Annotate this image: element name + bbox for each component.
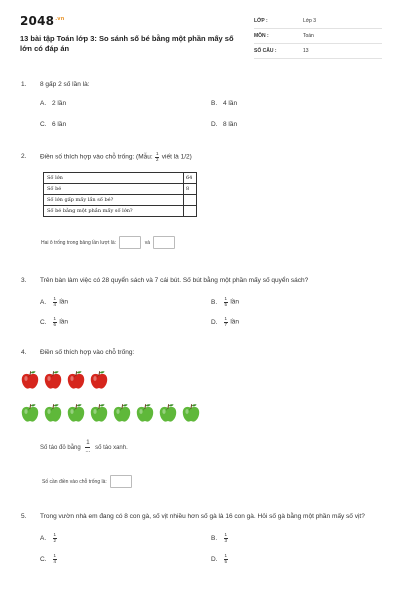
option-letter: A. — [40, 100, 47, 107]
green-apples-row — [20, 403, 201, 423]
option-c[interactable] — [40, 554, 58, 564]
option-b[interactable] — [211, 100, 237, 107]
meta-row-grade — [254, 14, 382, 29]
fraction-numerator: 1 — [224, 553, 228, 558]
green-apple-icon — [20, 403, 40, 423]
option-unit: lần — [59, 298, 69, 306]
answer-input-1[interactable] — [119, 236, 141, 249]
option-c[interactable] — [40, 317, 68, 327]
options — [20, 297, 382, 337]
red-apple-icon — [66, 370, 86, 390]
fraction-numerator: 1 — [155, 151, 159, 156]
option-fraction — [224, 297, 228, 307]
meta-value: Lớp 3 — [303, 18, 317, 24]
table-row — [44, 195, 197, 206]
question-5 — [20, 512, 382, 573]
option-b[interactable] — [211, 533, 229, 543]
table-row — [44, 184, 197, 195]
fraction-denominator: 5 — [224, 558, 228, 564]
answer-input-2[interactable] — [153, 236, 175, 249]
fill-in-prompt: Số cần điền vào chỗ trống là: — [42, 478, 107, 485]
question-text — [20, 276, 382, 285]
ratio-statement — [40, 440, 128, 455]
question-1 — [20, 80, 382, 140]
option-fraction — [224, 533, 228, 543]
question-number: 3. — [21, 277, 27, 284]
option-text: 2 lần — [52, 100, 67, 107]
question-number: 2. — [21, 153, 27, 160]
option-fraction — [224, 554, 228, 564]
option-unit: lần — [230, 298, 240, 306]
question-prompt: Điền số thích hợp vào chỗ trống: (Mẫu: — [40, 153, 153, 161]
option-letter: A. — [40, 534, 47, 542]
table-cell-value: 64 — [184, 173, 197, 184]
option-fraction — [224, 317, 228, 327]
red-apple-icon — [89, 370, 109, 390]
statement-fraction — [85, 440, 90, 455]
fraction-denominator: 3 — [224, 537, 228, 543]
meta-row-subject — [254, 29, 382, 44]
option-c[interactable] — [40, 121, 66, 128]
option-unit: lần — [59, 318, 69, 326]
logo-main: 2048 — [20, 14, 55, 28]
option-letter: C. — [40, 121, 47, 128]
options — [20, 533, 382, 573]
fraction-numerator: 1 — [224, 532, 228, 537]
fill-in-line — [42, 475, 134, 488]
fraction-numerator: 1 — [224, 316, 228, 321]
meta-value: 13 — [303, 48, 309, 54]
option-fraction — [53, 317, 57, 327]
option-a[interactable] — [40, 100, 66, 107]
question-prompt: Điền số thích hợp vào chỗ trống: — [40, 349, 135, 356]
meta-label: SỐ CÂU : — [254, 48, 277, 54]
option-text: 6 lần — [52, 121, 67, 128]
option-letter: D. — [211, 555, 218, 563]
green-apple-icon — [181, 403, 201, 423]
page-header — [20, 14, 382, 66]
fraction-numerator: 1 — [53, 532, 57, 537]
question-2 — [20, 152, 382, 252]
fill-in-and: và — [144, 239, 151, 246]
meta-panel — [254, 14, 382, 59]
document-title: 13 bài tập Toán lớp 3: So sánh số bé bằng một phần mấy số lớn có đáp án — [20, 34, 234, 53]
option-unit: lần — [230, 318, 240, 326]
meta-label: LỚP : — [254, 18, 268, 24]
question-text — [20, 512, 382, 521]
option-letter: B. — [211, 298, 218, 306]
green-apple-icon — [89, 403, 109, 423]
table-row — [44, 173, 197, 184]
option-letter: C. — [40, 318, 47, 326]
green-apple-icon — [135, 403, 155, 423]
table-cell-label: Số lớn gấp mấy lần số bé? — [44, 195, 184, 206]
question-3 — [20, 276, 382, 337]
option-letter: D. — [211, 121, 218, 128]
fraction-numerator: 1 — [86, 440, 90, 446]
options — [20, 100, 382, 140]
table-cell-value: 8 — [184, 184, 197, 195]
table-row — [44, 206, 197, 217]
answer-input[interactable] — [110, 475, 132, 488]
comparison-table — [43, 172, 197, 217]
option-text: 4 lần — [223, 100, 238, 107]
logo-suffix: .vn — [55, 16, 65, 22]
option-b[interactable] — [211, 297, 239, 307]
fraction-denominator: 5 — [224, 301, 228, 307]
green-apple-icon — [112, 403, 132, 423]
option-a[interactable] — [40, 533, 58, 543]
fraction-numerator: 1 — [224, 296, 228, 301]
question-text — [20, 348, 382, 357]
question-prompt: Trên bàn làm việc có 28 quyển sách và 7 cái bút. Số bút bằng một phần mấy số quyển sách? — [40, 277, 309, 284]
option-d[interactable] — [211, 317, 239, 327]
option-d[interactable] — [211, 554, 229, 564]
fraction-denominator: 2 — [53, 537, 57, 543]
green-apple-icon — [43, 403, 63, 423]
meta-label: MÔN : — [254, 33, 269, 39]
red-apple-icon — [20, 370, 40, 390]
green-apple-icon — [158, 403, 178, 423]
statement-text-tail: số táo xanh. — [95, 445, 128, 452]
table-cell-label: Số bé bằng một phần mấy số lớn? — [44, 206, 184, 217]
fraction-numerator: 1 — [53, 296, 57, 301]
sample-fraction — [155, 152, 159, 162]
fraction-denominator: 6 — [53, 321, 57, 327]
meta-value: Toán — [303, 33, 314, 39]
option-letter: B. — [211, 100, 218, 107]
option-a[interactable] — [40, 297, 68, 307]
question-text — [20, 152, 382, 162]
fraction-denominator: 4 — [53, 301, 57, 307]
option-fraction — [53, 297, 57, 307]
question-prompt-tail: viết là 1/2) — [161, 153, 192, 161]
fraction-denominator: 7 — [224, 321, 228, 327]
red-apples-row — [20, 370, 109, 390]
option-fraction — [53, 554, 57, 564]
table-cell-value — [184, 195, 197, 206]
question-number: 4. — [21, 349, 27, 356]
statement-text: Số táo đỏ bằng — [40, 445, 81, 452]
fraction-denominator: ... — [85, 448, 91, 454]
green-apple-icon — [66, 403, 86, 423]
option-fraction — [53, 533, 57, 543]
question-prompt: 8 gấp 2 số lần là: — [40, 81, 90, 88]
site-logo[interactable] — [20, 14, 65, 28]
table-cell-value — [184, 206, 197, 217]
question-prompt: Trong vườn nhà em đang có 8 con gà, số vịt nhiều hơn số gà là 16 con gà. Hỏi số gà bằng một phần mấy số vịt? — [40, 513, 365, 520]
red-apple-icon — [43, 370, 63, 390]
fraction-numerator: 1 — [53, 553, 57, 558]
option-letter: C. — [40, 555, 47, 563]
fill-in-line — [41, 236, 177, 249]
option-letter: A. — [40, 298, 47, 306]
option-text: 8 lần — [223, 121, 238, 128]
question-number: 1. — [21, 81, 27, 88]
fraction-denominator: 4 — [53, 558, 57, 564]
option-d[interactable] — [211, 121, 237, 128]
table-cell-label: Số bé — [44, 184, 184, 195]
table-cell-label: Số lớn — [44, 173, 184, 184]
question-text — [20, 80, 382, 89]
option-letter: D. — [211, 318, 218, 326]
question-number: 5. — [21, 513, 27, 520]
fraction-numerator: 1 — [53, 316, 57, 321]
option-letter: B. — [211, 534, 218, 542]
fraction-denominator: 2 — [155, 156, 159, 162]
fill-in-prompt: Hai ô trống trong bảng lần lượt là: — [41, 239, 117, 246]
meta-row-count — [254, 44, 382, 59]
